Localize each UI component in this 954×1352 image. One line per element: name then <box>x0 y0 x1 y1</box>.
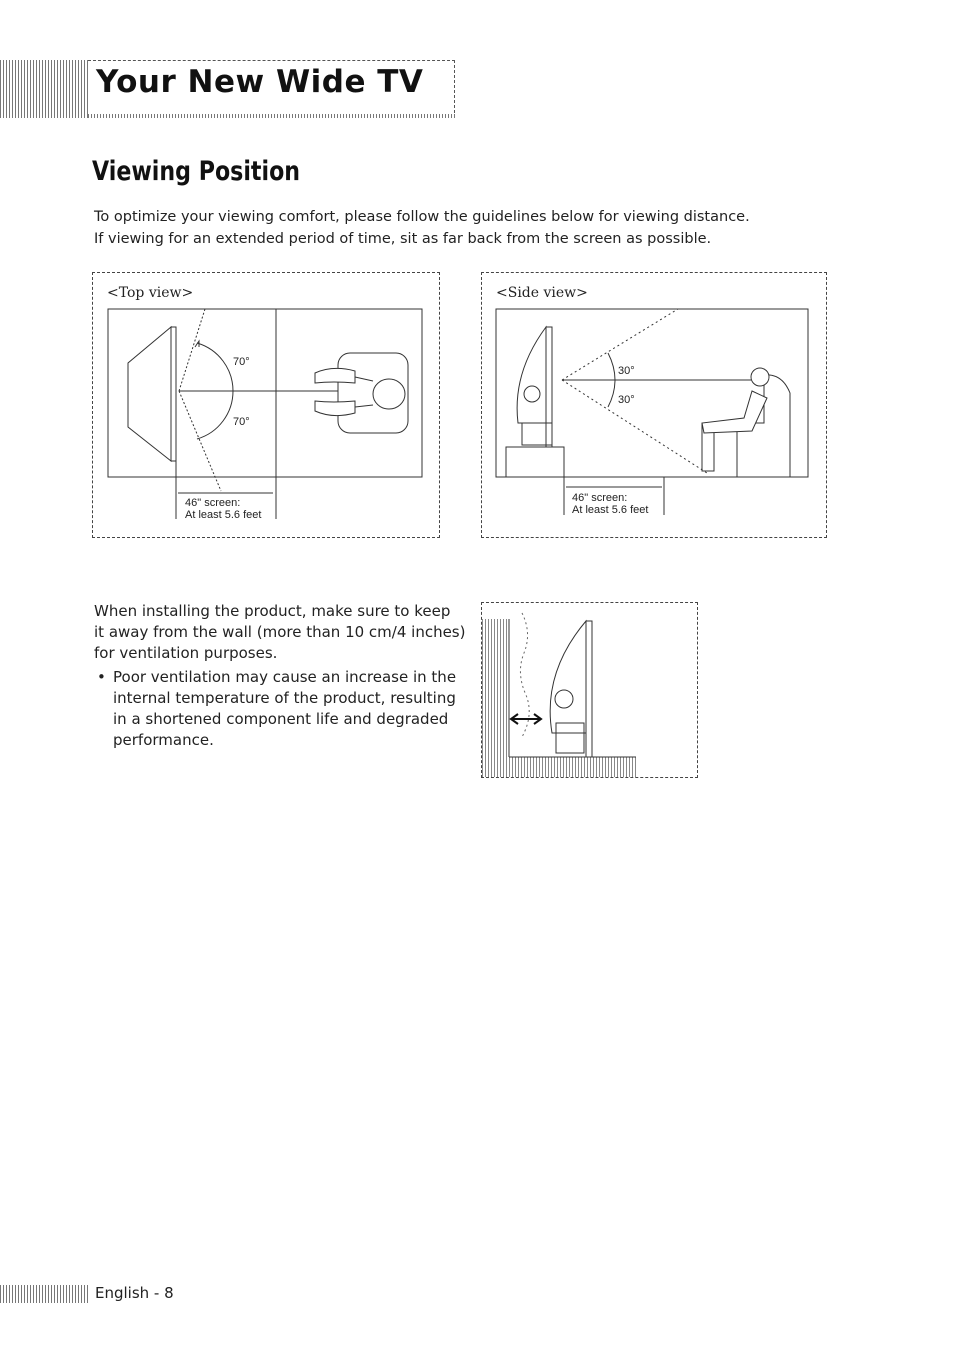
ventilation-line: it away from the wall (more than 10 cm/4 inches) <box>94 623 466 641</box>
side-screen-label: 46" screen: <box>572 492 628 504</box>
ventilation-line: for ventilation purposes. <box>94 644 278 662</box>
top-angle-lower: 70° <box>233 416 250 428</box>
side-angle-lower: 30° <box>618 394 635 406</box>
ventilation-bullet <box>94 667 474 751</box>
header-hatch-pattern <box>0 60 90 118</box>
section-title: Viewing Position <box>92 156 301 187</box>
top-view-illustration <box>93 273 439 537</box>
ventilation-paragraph <box>94 601 474 664</box>
top-screen-label: 46" screen: <box>185 497 241 509</box>
footer-hatch-pattern <box>0 1285 88 1303</box>
bullet-line: in a shortened component life and degraded <box>113 710 449 728</box>
header-band <box>0 60 456 118</box>
bullet-line: internal temperature of the product, resulting <box>113 689 456 707</box>
top-view-label: <Top view> <box>107 285 194 301</box>
top-distance-label: At least 5.6 feet <box>185 509 262 521</box>
side-view-diagram <box>481 272 827 538</box>
side-angle-upper: 30° <box>618 365 635 377</box>
wall-clearance-diagram <box>481 602 698 778</box>
ventilation-line: When installing the product, make sure to keep <box>94 602 451 620</box>
side-view-illustration <box>482 273 826 537</box>
header-underline <box>88 114 456 118</box>
side-distance-label: At least 5.6 feet <box>572 504 649 516</box>
side-view-label: <Side view> <box>496 285 588 301</box>
page-title: Your New Wide TV <box>96 64 424 100</box>
page-number: English - 8 <box>95 1284 174 1302</box>
bullet-line: Poor ventilation may cause an increase in the <box>113 668 457 686</box>
bullet-marker: • <box>97 668 106 686</box>
intro-line-1: To optimize your viewing comfort, please follow the guidelines below for viewing distance. <box>94 209 750 225</box>
intro-line-2: If viewing for an extended period of time, sit as far back from the screen as possible. <box>94 231 712 247</box>
top-angle-upper: 70° <box>233 356 250 368</box>
bullet-line: performance. <box>113 731 214 749</box>
page-footer <box>0 1284 300 1306</box>
wall-clearance-illustration <box>482 603 697 777</box>
top-view-diagram <box>92 272 440 538</box>
